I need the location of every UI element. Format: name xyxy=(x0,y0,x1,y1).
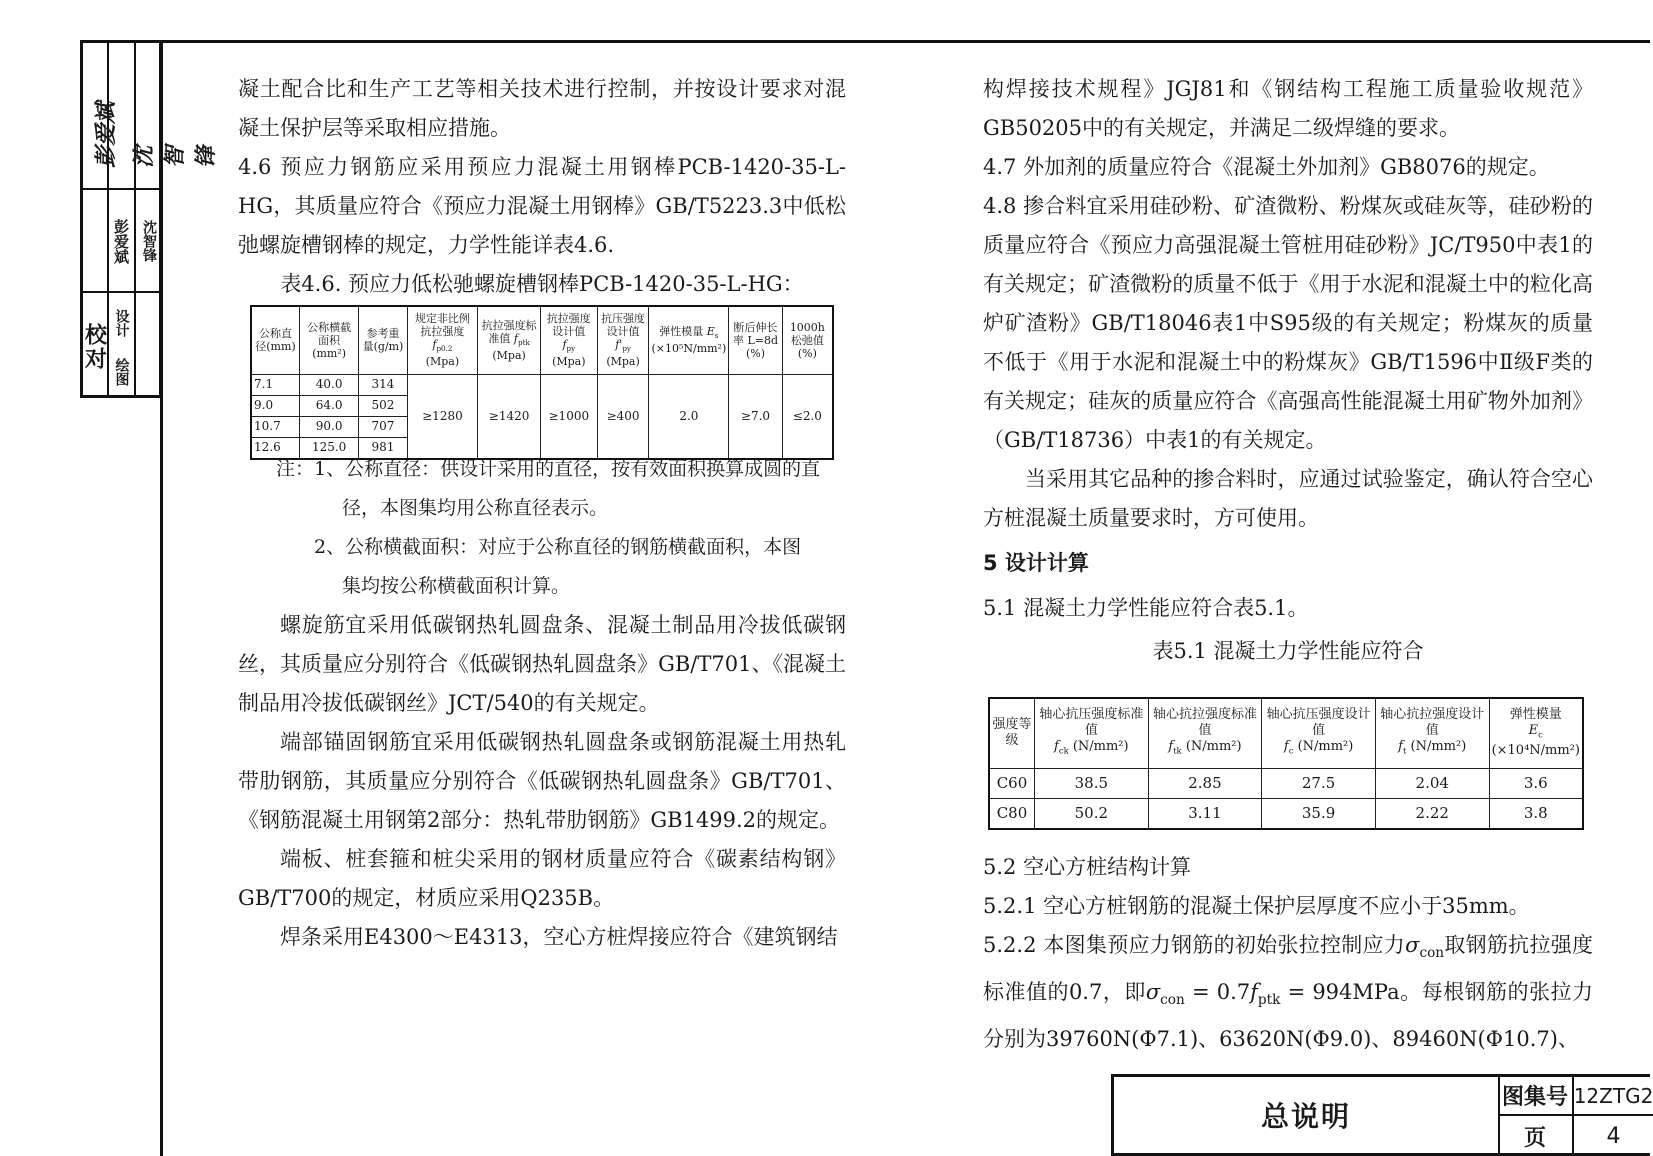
header-unit: (Mpa) xyxy=(552,355,586,369)
col-header: 公称横截面积(mm²) xyxy=(299,306,358,374)
paragraph-welding: 焊条采用E4300～E4313，空心方桩焊接应符合《建筑钢结 xyxy=(280,925,838,949)
right-column-lower xyxy=(983,848,1593,1059)
text-5-2-2-b: 取钢筋抗拉强度标准值的0.7，即 xyxy=(983,933,1594,1005)
table-row xyxy=(251,374,833,395)
paragraph-5-1: 5.1 混凝土力学性能应符合表5.1。 xyxy=(983,596,1309,620)
role-labels xyxy=(83,298,107,396)
col-header: 抗拉强度标准值 $f_{ptk}$ (Mpa) xyxy=(478,306,541,374)
col-header: 抗拉强度设计值 $f_{py}$ (Mpa) xyxy=(540,306,597,374)
note-1-line-2: 径，本图集均用公称直径表示。 xyxy=(342,497,609,519)
header-unit: (N/mm²) xyxy=(1410,739,1467,755)
header-unit: (%) xyxy=(745,346,766,360)
signature-roles-column xyxy=(83,43,109,395)
col-header: 参考重量(g/m) xyxy=(359,306,407,374)
header-text: 弹性模量 xyxy=(659,325,704,339)
note-2-line-1: 2、公称横截面积：对应于公称直径的钢筋横截面积，本图 xyxy=(314,536,802,558)
col-header: 轴心抗拉强度设计值 $f_t$ (N/mm²) xyxy=(1375,698,1489,768)
header-unit: (%) xyxy=(797,346,817,360)
text-5-2-2-a: 5.2.2 本图集预应力钢筋的初始张拉控制应力 xyxy=(983,933,1406,957)
col-header: 轴心抗压强度设计值 $f_c$ (N/mm²) xyxy=(1262,698,1376,768)
header-text: 1000h松弛值 xyxy=(789,320,825,347)
header-unit: (Mpa) xyxy=(425,355,460,369)
role-check: 校对 xyxy=(81,323,108,371)
note-2-line-2: 集均按公称横截面积计算。 xyxy=(342,575,571,597)
footer-title-block xyxy=(1111,1074,1653,1156)
cell-fck: 38.5 xyxy=(1035,768,1149,798)
col-header: 抗压强度设计值 $f'_{py}$ (Mpa) xyxy=(597,306,649,374)
cell-diameter: 10.7 xyxy=(251,416,299,437)
cell-ftk: 2.85 xyxy=(1148,768,1262,798)
paragraph-concrete-mix: 凝土配合比和生产工艺等相关技术进行控制，并按设计要求对混凝土保护层等采取相应措施。 xyxy=(238,77,846,140)
section-5-heading: 5 设计计算 xyxy=(983,551,1089,575)
name-designer: 沈智锋 xyxy=(141,220,157,262)
header-unit: (×10⁴N/mm²) xyxy=(1491,743,1580,759)
table-4-6-caption: 表4.6. 预应力低松驰螺旋槽钢棒PCB-1420-35-L-HG： xyxy=(280,272,804,296)
cell-fck: 50.2 xyxy=(1035,798,1149,829)
left-column xyxy=(238,70,846,304)
text-5-2-2-f: 9.0)、89460N(Φ xyxy=(1329,1027,1503,1052)
cell-ft: 2.22 xyxy=(1375,798,1489,829)
header-text: 断后伸长率 L=8d xyxy=(732,320,779,347)
cell-grade: C60 xyxy=(989,768,1035,798)
paragraph-welding-cont: 构焊接技术规程》JGJ81和《钢结构工程施工质量验收规范》GB50205中的有关规定，并满足二级焊缝的要求。 xyxy=(983,77,1593,140)
cell-weight: 707 xyxy=(359,416,407,437)
text-5-2-2-d: = 994MPa。每根钢筋的张拉力分别为39760N(Φ xyxy=(983,980,1593,1052)
cell-elongation: ≥7.0 xyxy=(729,374,782,459)
cell-diameter: 9.0 xyxy=(251,395,299,416)
col-header: 轴心抗压强度标准值 $f_{ck}$ (N/mm²) xyxy=(1035,698,1149,768)
col-header xyxy=(782,306,833,374)
cell-ec: 3.8 xyxy=(1489,798,1583,829)
cell-weight: 314 xyxy=(359,374,407,395)
header-unit: (N/mm²) xyxy=(1297,739,1354,755)
tb-divider xyxy=(83,291,159,293)
cell-fptk: ≥1420 xyxy=(478,374,541,459)
name-list-2 xyxy=(136,191,162,291)
header-text: 轴心抗压强度设计值 xyxy=(1266,707,1371,739)
right-column xyxy=(983,70,1593,671)
tb-divider-2 xyxy=(83,188,159,190)
signature-1: 彭爱斌 xyxy=(93,101,119,168)
signature-2: 沈智锋 xyxy=(131,145,219,168)
cell-diameter: 7.1 xyxy=(251,374,299,395)
header-unit: (Mpa) xyxy=(492,348,526,362)
text-5-2-2-g: 10.7)、 xyxy=(1502,1027,1579,1052)
paragraph-4-8: 4.8 掺合料宜采用硅砂粉、矿渣微粉、粉煤灰或硅灰等，硅砂粉的质量应符合《预应力高强混凝土管桩用硅砂粉》JC/T950中表1的有关规定；矿渣微粉的质量不低于《用于水泥和混凝土中的粒化高炉矿渣粉》GB/T18046表1中S95级的有关规定；粉煤灰的质量不低于《用于水泥和混凝土中的粉煤灰》GB/T1596中Ⅱ级F类的有关规定；硅灰的质量应符合《高强高性能混凝土用矿物外加剂》（GB/T18736）中表1的有关规定。 xyxy=(983,194,1593,452)
cell-diameter: 12.6 xyxy=(251,437,299,459)
cell-fp02: ≥1280 xyxy=(407,374,478,459)
paragraph-spiral-rebar: 螺旋筋宜采用低碳钢热轧圆盘条、混凝土制品用冷拔低碳钢丝，其质量应分别符合《低碳钢热轧圆盘条》GB/T701、《混凝土制品用冷拔低碳钢丝》JCT/540的有关规定。 xyxy=(238,613,846,715)
table-5-1-caption: 表5.1 混凝土力学性能应符合 xyxy=(1152,639,1424,663)
cell-grade: C80 xyxy=(989,798,1035,829)
cell-es: 2.0 xyxy=(649,374,729,459)
table-row xyxy=(989,768,1583,798)
col-header xyxy=(729,306,782,374)
col-header: 公称直径(mm) xyxy=(251,306,299,374)
cell-fpy-prime: ≥400 xyxy=(597,374,649,459)
header-unit: (N/mm²) xyxy=(1185,739,1242,755)
col-header: 规定非比例抗拉强度 $f_{p0.2}$ (Mpa) xyxy=(407,306,478,374)
cell-weight: 981 xyxy=(359,437,407,459)
cell-area: 40.0 xyxy=(299,374,358,395)
header-text: 抗拉强度设计值 xyxy=(546,312,591,339)
cell-fpy: ≥1000 xyxy=(540,374,597,459)
drawing-title: 总说明 xyxy=(1114,1077,1500,1153)
left-column-lower xyxy=(238,450,846,957)
page-label: 页 xyxy=(1498,1116,1574,1156)
paragraph-5-2: 5.2 空心方桩结构计算 xyxy=(983,855,1192,879)
cell-area: 90.0 xyxy=(299,416,358,437)
table-4-6 xyxy=(250,305,834,460)
signature-block xyxy=(80,40,219,398)
cell-ec: 3.6 xyxy=(1489,768,1583,798)
col-header: 强度等级 xyxy=(989,698,1035,768)
col-header: 弹性模量 $E_c$ (×10⁴N/mm²) xyxy=(1489,698,1583,768)
role-draw: 绘图 xyxy=(113,357,130,386)
cell-fc: 35.9 xyxy=(1262,798,1376,829)
paragraph-other-admixture: 当采用其它品种的掺合料时，应通过试验鉴定，确认符合空心方桩混凝土质量要求时，方可使用。 xyxy=(983,467,1593,530)
header-unit: (Mpa) xyxy=(606,355,640,369)
header-unit: (N/mm²) xyxy=(1072,739,1129,755)
col-header: 轴心抗拉强度标准值 $f_{tk}$ (N/mm²) xyxy=(1148,698,1262,768)
header-text: 规定非比例抗拉强度 xyxy=(414,312,470,339)
cell-relaxation: ≤2.0 xyxy=(782,374,833,459)
cell-fc: 27.5 xyxy=(1262,768,1376,798)
paragraph-5-2-2: 5.2.2 本图集预应力钢筋的初始张拉控制应力$\sigma_{con}$取钢筋抗拉强度标准值的0.7，即$\sigma_{con} = 0.7f_{ptk} = 994MPa$。每根钢筋的张拉力分别为39760N(Φ7.1)、63620N(Φ9.0)、89460N(Φ10.7)、 xyxy=(983,933,1594,1052)
atlas-number-label: 图集号 xyxy=(1498,1077,1574,1116)
name-checker: 彭爱斌 xyxy=(112,218,130,264)
table-5-1 xyxy=(988,697,1584,830)
paragraph-anchor-rebar: 端部锚固钢筋宜采用低碳钢热轧圆盘条或钢筋混凝土用热轧带肋钢筋，其质量应分别符合《低碳钢热轧圆盘条》GB/T701、《钢筋混凝土用钢第2部分：热轧带肋钢筋》GB1499.2的规定。 xyxy=(238,730,846,832)
cell-ft: 2.04 xyxy=(1375,768,1489,798)
paragraph-5-2-1: 5.2.1 空心方桩钢筋的混凝土保护层厚度不应小于35mm。 xyxy=(983,894,1530,918)
header-text: 弹性模量 xyxy=(1509,707,1562,723)
header-text: 轴心抗压强度标准值 xyxy=(1039,707,1144,739)
col-header: 弹性模量 $E_s$ (×10⁵N/mm²) xyxy=(649,306,729,374)
role-list xyxy=(109,298,134,396)
header-unit: (×10⁵N/mm²) xyxy=(651,342,727,356)
paragraph-4-7: 4.7 外加剂的质量应符合《混凝土外加剂》GB8076的规定。 xyxy=(983,155,1550,179)
name-list xyxy=(109,191,134,291)
header-text: 抗拉强度标准值 xyxy=(481,318,537,345)
role-design: 设计 xyxy=(113,308,130,337)
note-1-line-1: 注：1、公称直径：供设计采用的直径，按有效面积换算成圆的直 xyxy=(276,458,821,480)
text-5-2-2-c: = 0.7 xyxy=(1191,980,1251,1005)
signature-names-column xyxy=(109,43,136,395)
cell-area: 64.0 xyxy=(299,395,358,416)
atlas-number-value: 12ZTG2 xyxy=(1574,1077,1653,1116)
header-text: 轴心抗拉强度标准值 xyxy=(1152,707,1257,739)
paragraph-4-6: 4.6 预应力钢筋应采用预应力混凝土用钢棒PCB-1420-35-L-HG，其质量应符合《预应力混凝土用钢棒》GB/T5223.3中低松弛螺旋槽钢棒的规定，力学性能详表4.6. xyxy=(238,155,846,257)
table-row xyxy=(989,798,1583,829)
cell-area: 125.0 xyxy=(299,437,358,459)
header-text: 轴心抗拉强度设计值 xyxy=(1380,707,1485,739)
text-5-2-2-e: 7.1)、63620N(Φ xyxy=(1156,1027,1330,1052)
cell-weight: 502 xyxy=(359,395,407,416)
paragraph-end-plate: 端板、桩套箍和桩尖采用的钢材质量应符合《碳素结构钢》GB/T700的规定，材质应采用Q235B。 xyxy=(238,847,846,910)
cell-ftk: 3.11 xyxy=(1148,798,1262,829)
header-text: 抗压强度设计值 xyxy=(601,312,646,339)
page-number: 4 xyxy=(1606,1123,1621,1149)
